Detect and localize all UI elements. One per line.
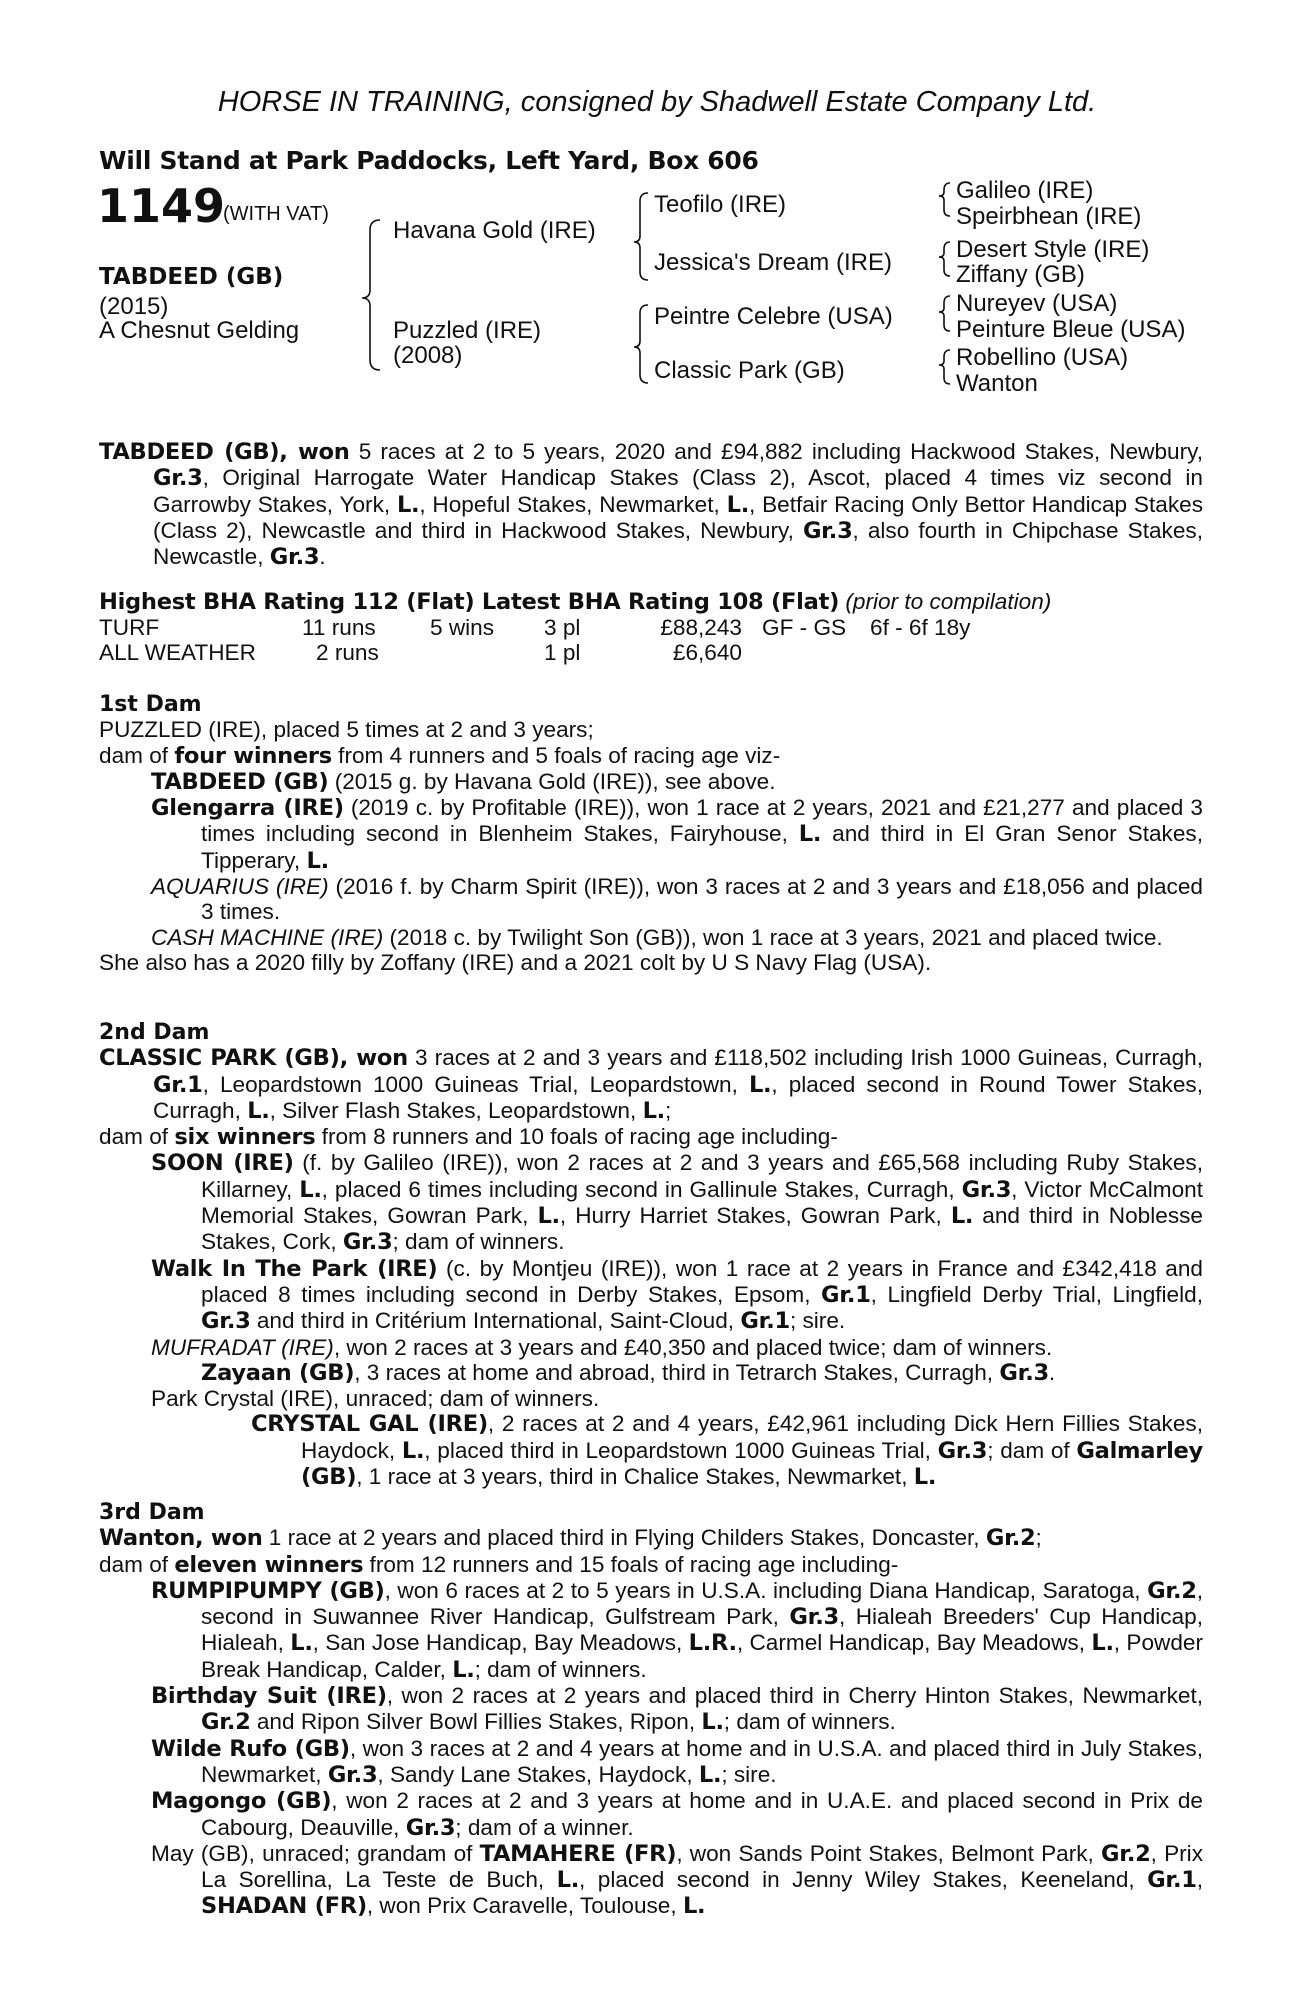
winner-count: six winners xyxy=(174,1124,316,1151)
offspring-text: , won 2 races at 2 years and placed third in Cherry Hinton Stakes, Newmarket, xyxy=(386,1683,1203,1709)
offspring-name: TAMAHERE (FR) xyxy=(479,1840,677,1867)
offspring-text: , won 2 races at 3 years and £40,350 and placed twice; dam of winners. xyxy=(333,1334,1053,1360)
listed-label: L. xyxy=(452,1656,475,1683)
first-dam-section xyxy=(99,692,1203,975)
list-item xyxy=(99,1788,1203,1841)
listed-label: L. xyxy=(798,821,822,848)
offspring-text: , 1 race at 3 years, third in Chalice Stakes, Newmarket, xyxy=(356,1464,914,1490)
list-item xyxy=(99,925,1203,950)
grade-label: Gr.1 xyxy=(1147,1867,1197,1894)
section-heading: 2nd Dam xyxy=(99,1020,210,1045)
offspring-text: and Ripon Silver Bowl Fillies Stakes, Ripon, xyxy=(250,1709,702,1735)
record-horse-name: TABDEED (GB), won xyxy=(99,439,350,465)
foaling-year: (2015) xyxy=(99,293,169,320)
dam-summary: PUZZLED (IRE), placed 5 times at 2 and 3 years; xyxy=(99,717,594,743)
horse-name: TABDEED (GB) xyxy=(99,264,284,290)
list-item xyxy=(99,1841,1203,1920)
record-text: , Original Harrogate Water Handicap Stakes (Class 2), Ascot, placed 4 times viz second in Garrowby Stakes, York, xyxy=(153,465,1203,517)
listed-label: L. xyxy=(642,1097,665,1124)
offspring-text: , Hurry Harriet Stakes, Gowran Park, xyxy=(559,1203,951,1229)
list-item xyxy=(99,1256,1203,1335)
offspring-name: CRYSTAL GAL (IRE) xyxy=(251,1411,488,1438)
grade-label: Gr.3 xyxy=(802,517,853,544)
earnings-cell: £6,640 xyxy=(672,640,742,666)
offspring-text: , won Sands Point Stakes, Belmont Park, xyxy=(676,1840,1102,1866)
dam-record xyxy=(99,1045,1203,1124)
going-cell xyxy=(762,640,870,665)
dam-text: from 8 runners and 10 foals of racing age including- xyxy=(315,1124,838,1150)
winner-count: eleven winners xyxy=(174,1551,364,1578)
grade-label: Gr.3 xyxy=(342,1229,393,1256)
offspring-text: , won 3 races at 2 and 4 years at home and in U.S.A. and placed third in July Stakes, Newmarket, xyxy=(201,1735,1203,1787)
offspring-text: ; dam of winners. xyxy=(392,1229,565,1255)
offspring-name: Walk In The Park (IRE) xyxy=(151,1255,438,1282)
offspring-text: , won 6 races at 2 to 5 years in U.S.A. including Diana Handicap, Saratoga, xyxy=(384,1577,1148,1603)
list-item xyxy=(99,1150,1203,1255)
offspring-text: and third in Noblesse Stakes, Cork, xyxy=(201,1203,1203,1255)
wins-cell: 5 wins xyxy=(430,615,495,641)
offspring-text: ; sire. xyxy=(789,1308,846,1334)
dam-name: Wanton, won xyxy=(99,1525,263,1552)
distance-cell: 6f - 6f 18y xyxy=(870,615,971,641)
list-item xyxy=(99,1683,1203,1736)
ancestor-6: Peinture Bleue (USA) xyxy=(956,316,1186,343)
offspring-text: , Lingfield Derby Trial, Lingfield, xyxy=(870,1281,1203,1307)
dam-text: dam of xyxy=(99,742,175,768)
horse-description: A Chesnut Gelding xyxy=(99,317,300,344)
ancestor-3: Desert Style (IRE) xyxy=(956,236,1150,263)
surface-cell: ALL WEATHER xyxy=(99,640,256,666)
table-row xyxy=(99,640,970,665)
dam-name: Puzzled (IRE) xyxy=(393,317,542,344)
grade-label: Gr.1 xyxy=(821,1281,871,1308)
grade-label: Gr.1 xyxy=(740,1308,790,1335)
offspring-name: Magongo (GB) xyxy=(151,1788,332,1815)
listed-label: L. xyxy=(556,1867,580,1894)
grade-label: Gr.3 xyxy=(153,465,203,492)
offspring-text: ; dam of xyxy=(987,1437,1077,1463)
listed-label: L.R. xyxy=(688,1630,737,1657)
listed-label: L. xyxy=(401,1437,425,1464)
offspring-text: , Carmel Handicap, Bay Meadows, xyxy=(736,1630,1092,1656)
offspring-text: Park Crystal (IRE), unraced; dam of winners. xyxy=(151,1386,600,1412)
offspring-name: Galmarley (GB) xyxy=(301,1437,1203,1491)
offspring-text: , Victor McCalmont Memorial Stakes, Gowran Park, xyxy=(201,1176,1203,1229)
offspring-text: and third in Critérium International, Saint-Cloud, xyxy=(250,1308,741,1334)
record-text: . xyxy=(319,544,326,570)
offspring-text: , Sandy Lane Stakes, Haydock, xyxy=(377,1761,699,1787)
surface-cell: TURF xyxy=(99,615,160,641)
dam-text: from 12 runners and 15 foals of racing age including- xyxy=(363,1551,899,1577)
grade-label: Gr.3 xyxy=(937,1437,988,1464)
offspring-name: AQUARIUS (IRE) xyxy=(151,874,329,900)
ancestor-7: Robellino (USA) xyxy=(956,344,1129,371)
list-item xyxy=(99,1386,1203,1411)
listed-label: L. xyxy=(726,491,749,518)
dam-text: 3 races at 2 and 3 years and £118,502 including Irish 1000 Guineas, Curragh, xyxy=(407,1045,1203,1071)
grade-label: Gr.3 xyxy=(789,1604,839,1631)
dam-text: ; xyxy=(664,1097,672,1123)
ancestor-1: Galileo (IRE) xyxy=(956,177,1094,204)
offspring-text: , won 2 races at 2 and 3 years at home and in U.A.E. and placed second in Prix de Cabourg, Deauville, xyxy=(201,1788,1203,1840)
rating-note: (prior to compilation) xyxy=(845,589,1052,614)
ancestor-4: Ziffany (GB) xyxy=(956,261,1085,288)
offspring-text: (2019 c. by Profitable (IRE)), won 1 race at 2 years, 2021 and £21,277 and placed 3 times including second in Blenheim Stakes, Fairyhouse, xyxy=(201,795,1203,847)
offspring-text: (2015 g. by Havana Gold (IRE)), see above. xyxy=(328,768,776,794)
listed-label: L. xyxy=(396,491,420,518)
second-dam-section xyxy=(99,1020,1203,1490)
sire-sire: Teofilo (IRE) xyxy=(654,191,787,218)
ancestor-5: Nureyev (USA) xyxy=(956,290,1118,317)
list-item xyxy=(99,1736,1203,1789)
offspring-name: Zayaan (GB) xyxy=(201,1359,355,1386)
listed-label: L. xyxy=(682,1893,706,1920)
record-text: , also fourth in Chipchase Stakes, Newcastle, xyxy=(153,517,1203,570)
ancestor-8: Wanton xyxy=(956,370,1038,397)
offspring-name: SHADAN (FR) xyxy=(201,1893,367,1920)
dam-dam: Classic Park (GB) xyxy=(654,357,845,384)
offspring-text: (2016 f. by Charm Spirit (IRE)), won 3 races at 2 and 3 years and £18,056 and placed 3 times. xyxy=(201,874,1203,925)
offspring-text: ; sire. xyxy=(721,1761,777,1787)
listed-label: L. xyxy=(698,1761,722,1788)
ancestor-2: Speirbhean (IRE) xyxy=(956,203,1142,230)
lot-number: 1149 xyxy=(97,179,226,233)
third-dam-section xyxy=(99,1500,1203,1920)
sire-dam: Jessica's Dream (IRE) xyxy=(654,249,892,276)
dam-year: (2008) xyxy=(393,342,463,369)
offspring-text: , Prix La Sorellina, La Teste de Buch, xyxy=(201,1840,1203,1893)
offspring-name: RUMPIPUMPY (GB) xyxy=(151,1577,385,1604)
distance-cell xyxy=(870,640,970,665)
record-text: , Hopeful Stakes, Newmarket, xyxy=(419,491,727,517)
list-item xyxy=(99,795,1203,874)
list-item xyxy=(99,1360,1203,1386)
grade-label: Gr.1 xyxy=(153,1071,203,1098)
performance-table xyxy=(99,615,970,665)
sire-name: Havana Gold (IRE) xyxy=(393,217,596,244)
dam-text: , Silver Flash Stakes, Leopardstown, xyxy=(269,1097,643,1123)
offspring-text: , xyxy=(1196,1867,1203,1893)
grade-label: Gr.2 xyxy=(985,1525,1036,1552)
record-text: 5 races at 2 to 5 years, 2020 and £94,882 including Hackwood Stakes, Newbury, xyxy=(349,439,1203,464)
dam-record xyxy=(99,1525,1203,1551)
listed-label: L. xyxy=(1091,1630,1114,1657)
section-heading: 3rd Dam xyxy=(99,1500,205,1525)
rating-section xyxy=(99,589,1203,665)
offspring-text: , Hialeah Breeders' Cup Handicap, Hialeah, xyxy=(201,1604,1204,1656)
listed-label: L. xyxy=(299,1176,322,1203)
listed-label: L. xyxy=(247,1097,270,1124)
record-text: , Betfair Racing Only Bettor Handicap Stakes (Class 2), Newcastle and third in Hackwood Stakes, Newbury, xyxy=(153,491,1203,543)
dam-name: CLASSIC PARK (GB), won xyxy=(99,1045,408,1072)
grade-label: Gr.3 xyxy=(405,1814,456,1841)
dam-text: dam of xyxy=(99,1124,175,1150)
runs-cell: 11 runs xyxy=(302,615,376,641)
grade-label: Gr.3 xyxy=(269,544,320,571)
dam-text: , Leopardstown 1000 Guineas Trial, Leopardstown, xyxy=(202,1071,749,1097)
offspring-text: (2018 c. by Twilight Son (GB)), won 1 race at 3 years, 2021 and placed twice. xyxy=(383,924,1163,950)
stand-location: Will Stand at Park Paddocks, Left Yard, Box 606 xyxy=(99,146,759,175)
offspring-name: Wilde Rufo (GB) xyxy=(151,1735,350,1762)
offspring-name: MUFRADAT (IRE) xyxy=(151,1334,334,1360)
offspring-name: TABDEED (GB) xyxy=(151,768,329,795)
offspring-text: , 2 races at 2 and 4 years, £42,961 including Dick Hern Fillies Stakes, Haydock, xyxy=(301,1411,1203,1463)
offspring-text: (c. by Montjeu (IRE)), won 1 race at 2 years in France and £342,418 and placed 8 times including second in Derby Stakes, Epsom, xyxy=(201,1255,1203,1307)
offspring-text: , San Jose Handicap, Bay Meadows, xyxy=(312,1630,689,1656)
offspring-text: , placed second in Jenny Wiley Stakes, Keeneland, xyxy=(579,1867,1148,1893)
dam-also-note: She also has a 2020 filly by Zoffany (IRE) and a 2021 colt by U S Navy Flag (USA). xyxy=(99,949,932,975)
dam-text: dam of xyxy=(99,1551,175,1577)
offspring-text: (f. by Galileo (IRE)), won 2 races at 2 and 3 years and £65,568 including Ruby Stakes, Killarney, xyxy=(201,1150,1203,1202)
list-item xyxy=(99,1335,1203,1360)
offspring-text: ; dam of winners. xyxy=(474,1656,647,1682)
dam-text: from 4 runners and 5 foals of racing age viz- xyxy=(331,742,781,768)
offspring-text: ; dam of winners. xyxy=(723,1709,896,1735)
listed-label: L. xyxy=(701,1709,724,1736)
list-item xyxy=(99,1411,1203,1490)
grade-label: Gr.2 xyxy=(201,1709,251,1736)
offspring-text: ; dam of a winner. xyxy=(455,1814,634,1840)
listed-label: L. xyxy=(748,1071,772,1098)
listed-label: L. xyxy=(950,1203,974,1230)
grade-label: Gr.3 xyxy=(201,1308,251,1335)
grade-label: Gr.3 xyxy=(961,1176,1012,1203)
listed-label: L. xyxy=(537,1203,560,1230)
offspring-text: and third in El Gran Senor Stakes, Tipperary, xyxy=(201,821,1203,873)
table-row xyxy=(99,615,970,640)
listed-label: L. xyxy=(913,1464,937,1491)
offspring-name: Birthday Suit (IRE) xyxy=(151,1683,387,1710)
grade-label: Gr.2 xyxy=(1147,1577,1197,1604)
going-cell: GF - GS xyxy=(762,615,847,641)
offspring-name: Glengarra (IRE) xyxy=(151,795,344,822)
dam-sire: Peintre Celebre (USA) xyxy=(654,303,893,330)
consignment-line: HORSE IN TRAINING, consigned by Shadwell Estate Company Ltd. xyxy=(217,86,1097,118)
grade-label: Gr.3 xyxy=(999,1359,1049,1386)
offspring-name: SOON (IRE) xyxy=(151,1150,294,1177)
race-record xyxy=(99,439,1203,570)
offspring-text: , 3 races at home and abroad, third in Tetrarch Stakes, Curragh, xyxy=(354,1359,1000,1385)
grade-label: Gr.3 xyxy=(327,1761,378,1788)
dam-text: , placed second in Round Tower Stakes, Curragh, xyxy=(153,1071,1203,1123)
list-item xyxy=(99,874,1203,925)
offspring-text: , placed 6 times including second in Gallinule Stakes, Curragh, xyxy=(321,1176,962,1202)
dam-text: 1 race at 2 years and placed third in Flying Childers Stakes, Doncaster, xyxy=(262,1525,986,1551)
list-item xyxy=(99,769,1203,795)
offspring-text: , won Prix Caravelle, Toulouse, xyxy=(366,1893,683,1919)
winner-count: four winners xyxy=(174,742,332,769)
listed-label: L. xyxy=(306,847,329,874)
placed-cell: 1 pl xyxy=(544,640,581,666)
listed-label: L. xyxy=(290,1630,313,1657)
list-item xyxy=(99,1578,1203,1683)
offspring-text: , second in Suwannee River Handicap, Gulfstream Park, xyxy=(201,1577,1203,1630)
rating-title: Highest BHA Rating 112 (Flat) Latest BHA Rating 108 (Flat) xyxy=(99,589,840,615)
runs-cell: 2 runs xyxy=(316,640,379,666)
vat-note: (WITH VAT) xyxy=(223,203,329,225)
earnings-cell: £88,243 xyxy=(660,615,742,641)
wins-cell xyxy=(430,640,544,665)
offspring-text: , Powder Break Handicap, Calder, xyxy=(201,1630,1204,1682)
placed-cell: 3 pl xyxy=(544,615,581,641)
offspring-name: CASH MACHINE (IRE) xyxy=(151,924,384,950)
offspring-text: May (GB), unraced; grandam of xyxy=(151,1840,480,1866)
section-heading: 1st Dam xyxy=(99,692,202,717)
grade-label: Gr.2 xyxy=(1101,1840,1151,1867)
offspring-text: . xyxy=(1048,1359,1056,1385)
dam-text: ; xyxy=(1035,1525,1042,1551)
offspring-text: , placed third in Leopardstown 1000 Guineas Trial, xyxy=(424,1437,938,1463)
